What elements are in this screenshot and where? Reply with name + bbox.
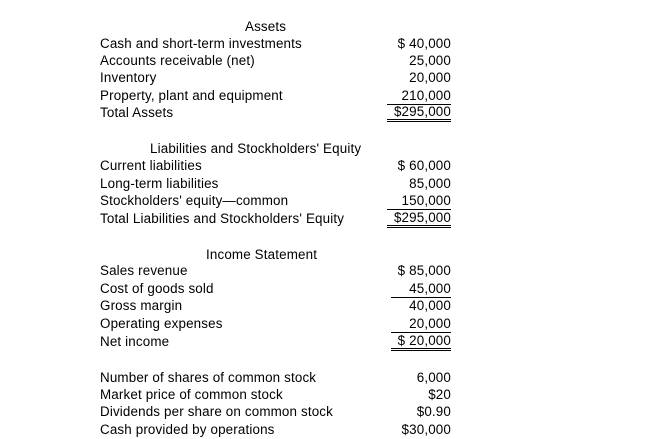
line-item-amount-underlined: 150,000: [387, 193, 451, 210]
total-amount-double-underlined: $295,000: [387, 105, 451, 122]
other-row-cash-operations: [100, 422, 451, 439]
assets-row-cash: [100, 36, 451, 53]
other-row-dividends: [100, 404, 451, 421]
line-item-label: Gross margin: [100, 298, 183, 313]
assets-row-ppe: [100, 88, 451, 105]
line-item-label: Sales revenue: [100, 263, 188, 278]
income-statement-heading: Income Statement: [206, 247, 318, 262]
income-row-sales: [100, 263, 451, 280]
line-item-label: Cash and short-term investments: [100, 36, 302, 51]
line-item-amount: $30,000: [401, 422, 451, 437]
line-item-label: Property, plant and equipment: [100, 88, 283, 103]
total-label: Total Assets: [100, 105, 174, 120]
line-item-label: Stockholders' equity—common: [100, 193, 289, 208]
line-item-label: Current liabilities: [100, 158, 202, 173]
other-row-shares: [100, 370, 451, 387]
line-item-label: Operating expenses: [100, 316, 223, 331]
line-item-label: Cost of goods sold: [100, 281, 214, 296]
line-item-amount: $ 40,000: [397, 36, 451, 51]
assets-row-receivable: [100, 53, 451, 70]
line-item-amount: 25,000: [409, 53, 451, 68]
liabilities-row-longterm: [100, 176, 451, 193]
income-row-operating-expenses: [100, 316, 451, 333]
line-item-label: Dividends per share on common stock: [100, 404, 333, 419]
total-label: Total Liabilities and Stockholders' Equity: [100, 211, 345, 226]
income-row-cogs: [100, 281, 451, 298]
line-item-amount-underlined: 45,000: [391, 281, 451, 298]
line-item-amount-underlined: 20,000: [391, 316, 451, 333]
line-item-amount: 85,000: [409, 176, 451, 191]
line-item-amount: 20,000: [409, 70, 451, 85]
assets-heading: Assets: [245, 19, 287, 34]
total-amount-double-underlined: $295,000: [387, 211, 451, 228]
total-label: Net income: [100, 334, 170, 349]
liabilities-row-current: [100, 158, 451, 175]
line-item-amount: $ 60,000: [397, 158, 451, 173]
line-item-label: Market price of common stock: [100, 387, 283, 402]
liabilities-heading: Liabilities and Stockholders' Equity: [150, 141, 362, 156]
line-item-amount: $ 85,000: [397, 263, 451, 278]
line-item-amount: 40,000: [409, 298, 451, 313]
line-item-amount: 6,000: [416, 370, 451, 385]
line-item-label: Inventory: [100, 70, 157, 85]
assets-row-inventory: [100, 70, 451, 87]
line-item-label: Cash provided by operations: [100, 422, 275, 437]
line-item-label: Accounts receivable (net): [100, 53, 255, 68]
total-amount-double-underlined: $ 20,000: [391, 334, 451, 351]
line-item-amount-underlined: 210,000: [387, 88, 451, 105]
other-row-market-price: [100, 387, 451, 404]
line-item-label: Number of shares of common stock: [100, 370, 317, 385]
income-row-net-income: [100, 334, 451, 351]
line-item-label: Long-term liabilities: [100, 176, 219, 191]
line-item-amount: $20: [428, 387, 451, 402]
line-item-amount: $0.90: [416, 404, 451, 419]
liabilities-row-equity: [100, 193, 451, 210]
liabilities-row-total: [100, 211, 451, 228]
income-row-gross-margin: [100, 298, 451, 315]
assets-row-total: [100, 105, 451, 122]
